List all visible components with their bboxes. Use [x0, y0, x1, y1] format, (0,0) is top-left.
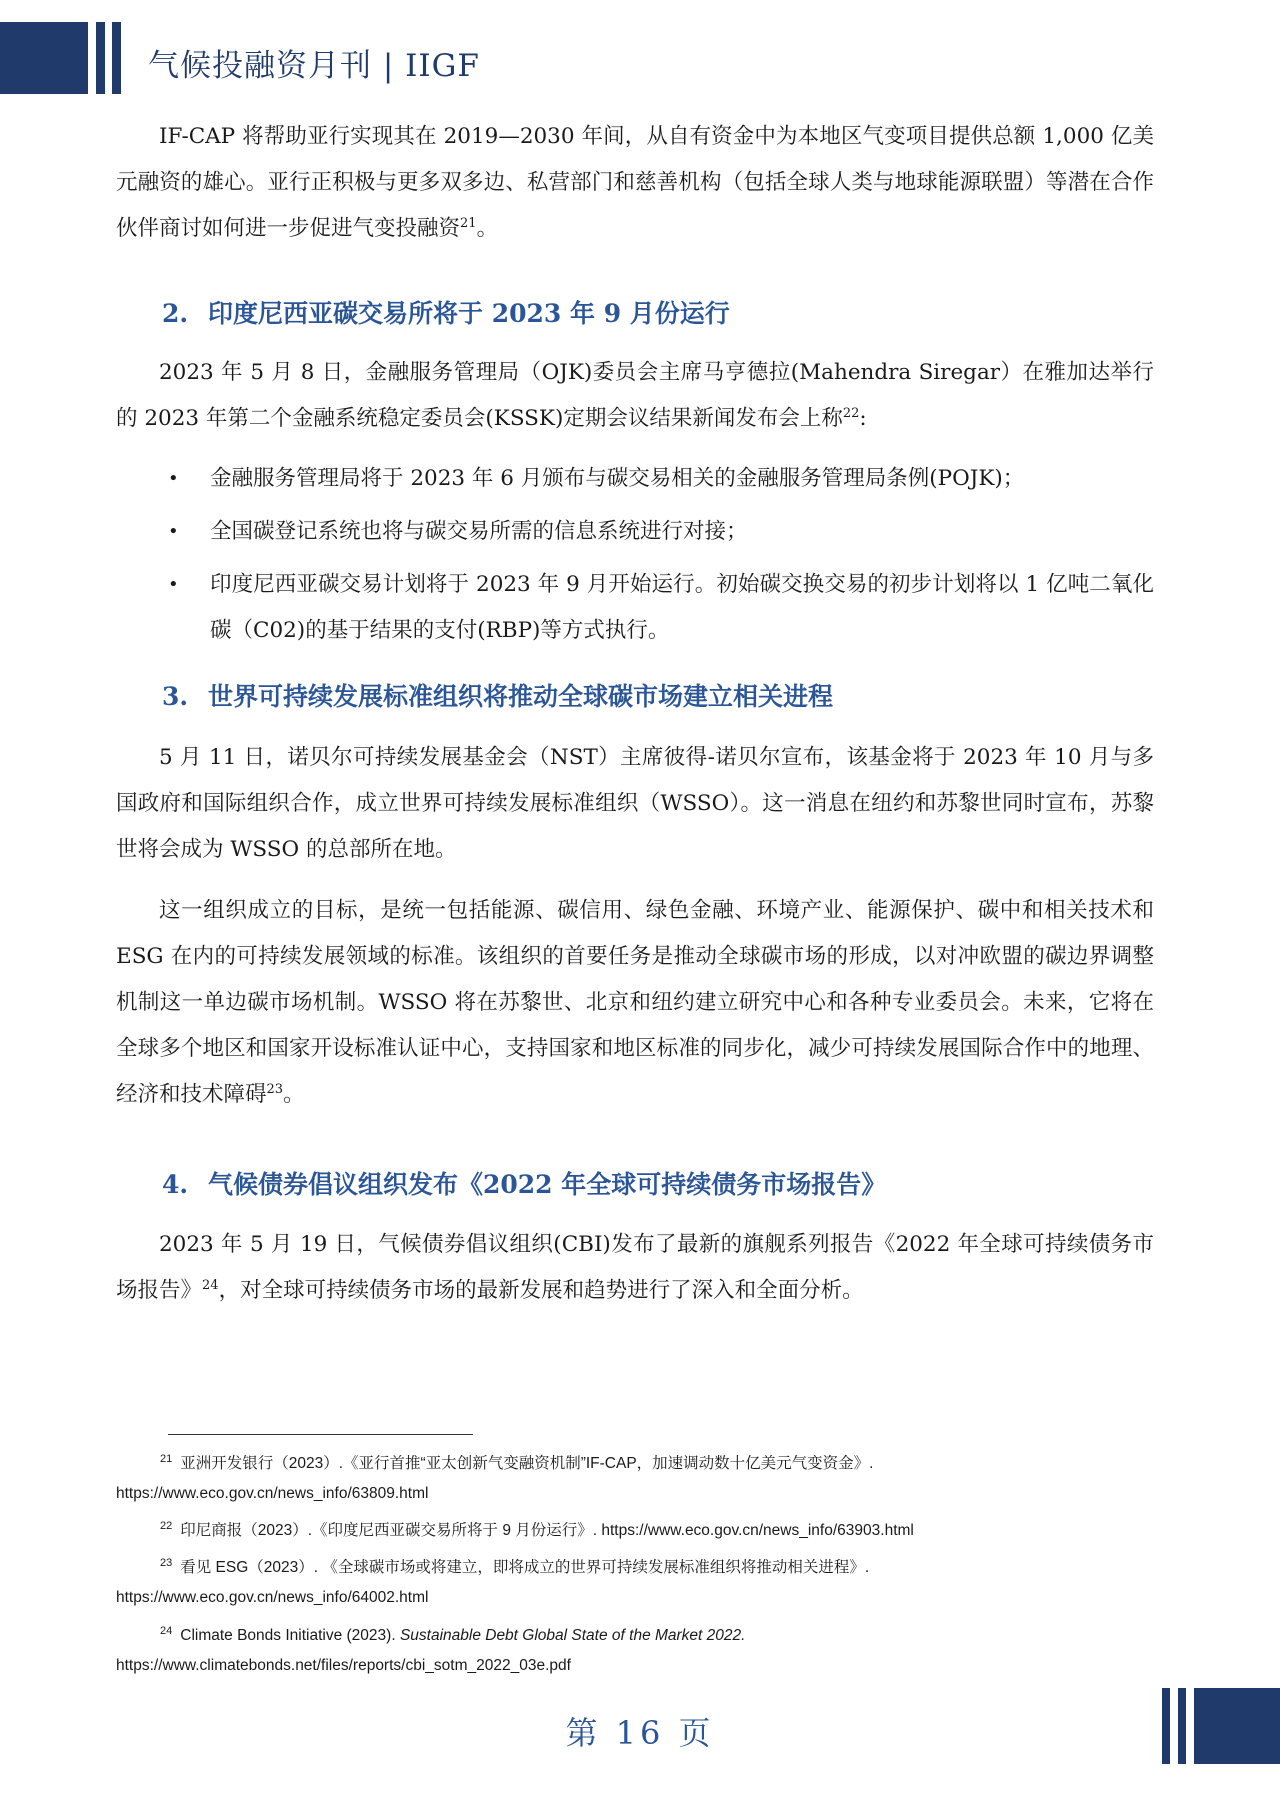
footnote-23 [116, 1548, 1156, 1613]
paragraph-cbi [116, 1222, 1154, 1314]
bullet-text: 金融服务管理局将于 2023 年 6 月颁布与碳交易相关的金融服务管理局条例(POJK)； [210, 466, 1025, 491]
paragraph-tail: 。 [283, 1082, 305, 1107]
page-header-title: 气候投融资月刊 | IIGF [148, 48, 480, 84]
footnote-ref[interactable]: 24 [202, 1277, 219, 1293]
bullet-text: 全国碳登记系统也将与碳交易所需的信息系统进行对接； [210, 519, 748, 544]
footnote-ref[interactable]: 22 [842, 405, 860, 421]
bullet-item [168, 562, 1154, 654]
section-title: 世界可持续发展标准组织将推动全球碳市场建立相关进程 [208, 682, 834, 711]
bullet-icon: • [168, 521, 179, 542]
paragraph-text: 这一组织成立的目标，是统一包括能源、碳信用、绿色金融、环境产业、能源保护、碳中和相关技术和 ESG 在内的可持续发展领域的标准。该组织的首要任务是推动全球碳市场的形成，以对冲欧盟的碳边界调整机制这一单边碳市场机制。WSSO 将在苏黎世、北京和纽约建立研究中心和各种专业委员会。未来，它将在全球多个地区和国家开设标准认证中心，支持国家和地区标准的同步化，减少可持续发展国际合作中的地理、经济和技术障碍 [116, 898, 1154, 1107]
paragraph-ojk [116, 350, 1154, 442]
footnote-text: Climate Bonds Initiative (2023). [180, 1627, 400, 1645]
paragraph-wsso-announce [116, 735, 1154, 873]
bullet-item [168, 509, 1154, 555]
section-number: 4. [162, 1170, 189, 1199]
footnote-link[interactable]: https://www.eco.gov.cn/news_info/64002.html [116, 1589, 429, 1607]
page-number: 第 16 页 [565, 1714, 715, 1752]
section-title: 气候债券倡议组织发布《2022 年全球可持续债务市场报告》 [208, 1170, 887, 1199]
footnote-ref[interactable]: 21 [460, 215, 477, 231]
section-number: 3. [162, 682, 189, 711]
bullet-icon: • [168, 574, 179, 595]
section-heading-4 [162, 1165, 886, 1205]
section-title: 印度尼西亚碳交易所将于 2023 年 9 月份运行 [208, 299, 730, 328]
footnote-22 [116, 1511, 1156, 1546]
footnote-21 [116, 1444, 1156, 1509]
footnote-number: 21 [160, 1453, 173, 1465]
footnote-24 [116, 1616, 1156, 1681]
paragraph-tail: : [859, 406, 867, 431]
paragraph-text: IF-CAP 将帮助亚行实现其在 2019—2030 年间，从自有资金中为本地区气变项目提供总额 1,000 亿美元融资的雄心。亚行正积极与更多双多边、私营部门和慈善机构（包括全球人类与地球能源联盟）等潜在合作伙伴商讨如何进一步促进气变投融资 [116, 124, 1154, 241]
footnote-link[interactable]: https://www.eco.gov.cn/news_info/63809.html [116, 1485, 429, 1503]
footnote-text: 亚洲开发银行（2023）.《亚行首推“亚太创新气变融资机制”IF-CAP，加速调动数十亿美元气变资金》. [180, 1455, 874, 1473]
footnote-number: 23 [160, 1557, 173, 1569]
bullet-item [168, 456, 1154, 502]
footnote-divider [168, 1434, 473, 1435]
footnote-ref[interactable]: 23 [266, 1081, 284, 1097]
section-heading-3 [162, 677, 833, 717]
section-number: 2. [162, 299, 189, 328]
paragraph-ifcap [116, 114, 1154, 252]
footnote-italic-title: Sustainable Debt Global State of the Market 2022. [399, 1627, 746, 1645]
bullet-text: 印度尼西亚碳交易计划将于 2023 年 9 月开始运行。初始碳交换交易的初步计划将以 1 亿吨二氧化碳（C02)的基于结果的支付(RBP)等方式执行。 [210, 572, 1154, 643]
paragraph-tail: 。 [476, 216, 499, 241]
footnote-text[interactable]: 印尼商报（2023）.《印度尼西亚碳交易所将于 9 月份运行》. https://www.eco.gov.cn/news_info/63903.html [180, 1522, 914, 1540]
paragraph-wsso-goals [116, 888, 1154, 1118]
paragraph-text: 5 月 11 日，诺贝尔可持续发展基金会（NST）主席彼得-诺贝尔宣布，该基金将于 2023 年 10 月与多国政府和国际组织合作，成立世界可持续发展标准组织（WSSO）。这一消息在纽约和苏黎世同时宣布，苏黎世将会成为 WSSO 的总部所在地。 [116, 745, 1154, 862]
footnote-text: 看见 ESG（2023）. 《全球碳市场或将建立，即将成立的世界可持续发展标准组织将推动相关进程》. [180, 1559, 870, 1577]
section-heading-2 [162, 294, 730, 334]
footnote-number: 24 [160, 1625, 173, 1637]
paragraph-text: 2023 年 5 月 19 日，气候债券倡议组织(CBI)发布了最新的旗舰系列报告《2022 年全球可持续债务市场报告》 [116, 1232, 1154, 1303]
paragraph-tail: ，对全球可持续债务市场的最新发展和趋势进行了深入和全面分析。 [218, 1278, 864, 1303]
paragraph-text: 2023 年 5 月 8 日，金融服务管理局（OJK)委员会主席马亨德拉(Mahendra Siregar）在雅加达举行的 2023 年第二个金融系统稳定委员会(KSSK)定期会议结果新闻发布会上称 [116, 360, 1154, 431]
footnote-link[interactable]: https://www.climatebonds.net/files/reports/cbi_sotm_2022_03e.pdf [116, 1657, 571, 1675]
bullet-icon: • [168, 468, 179, 489]
footnote-number: 22 [160, 1520, 173, 1532]
